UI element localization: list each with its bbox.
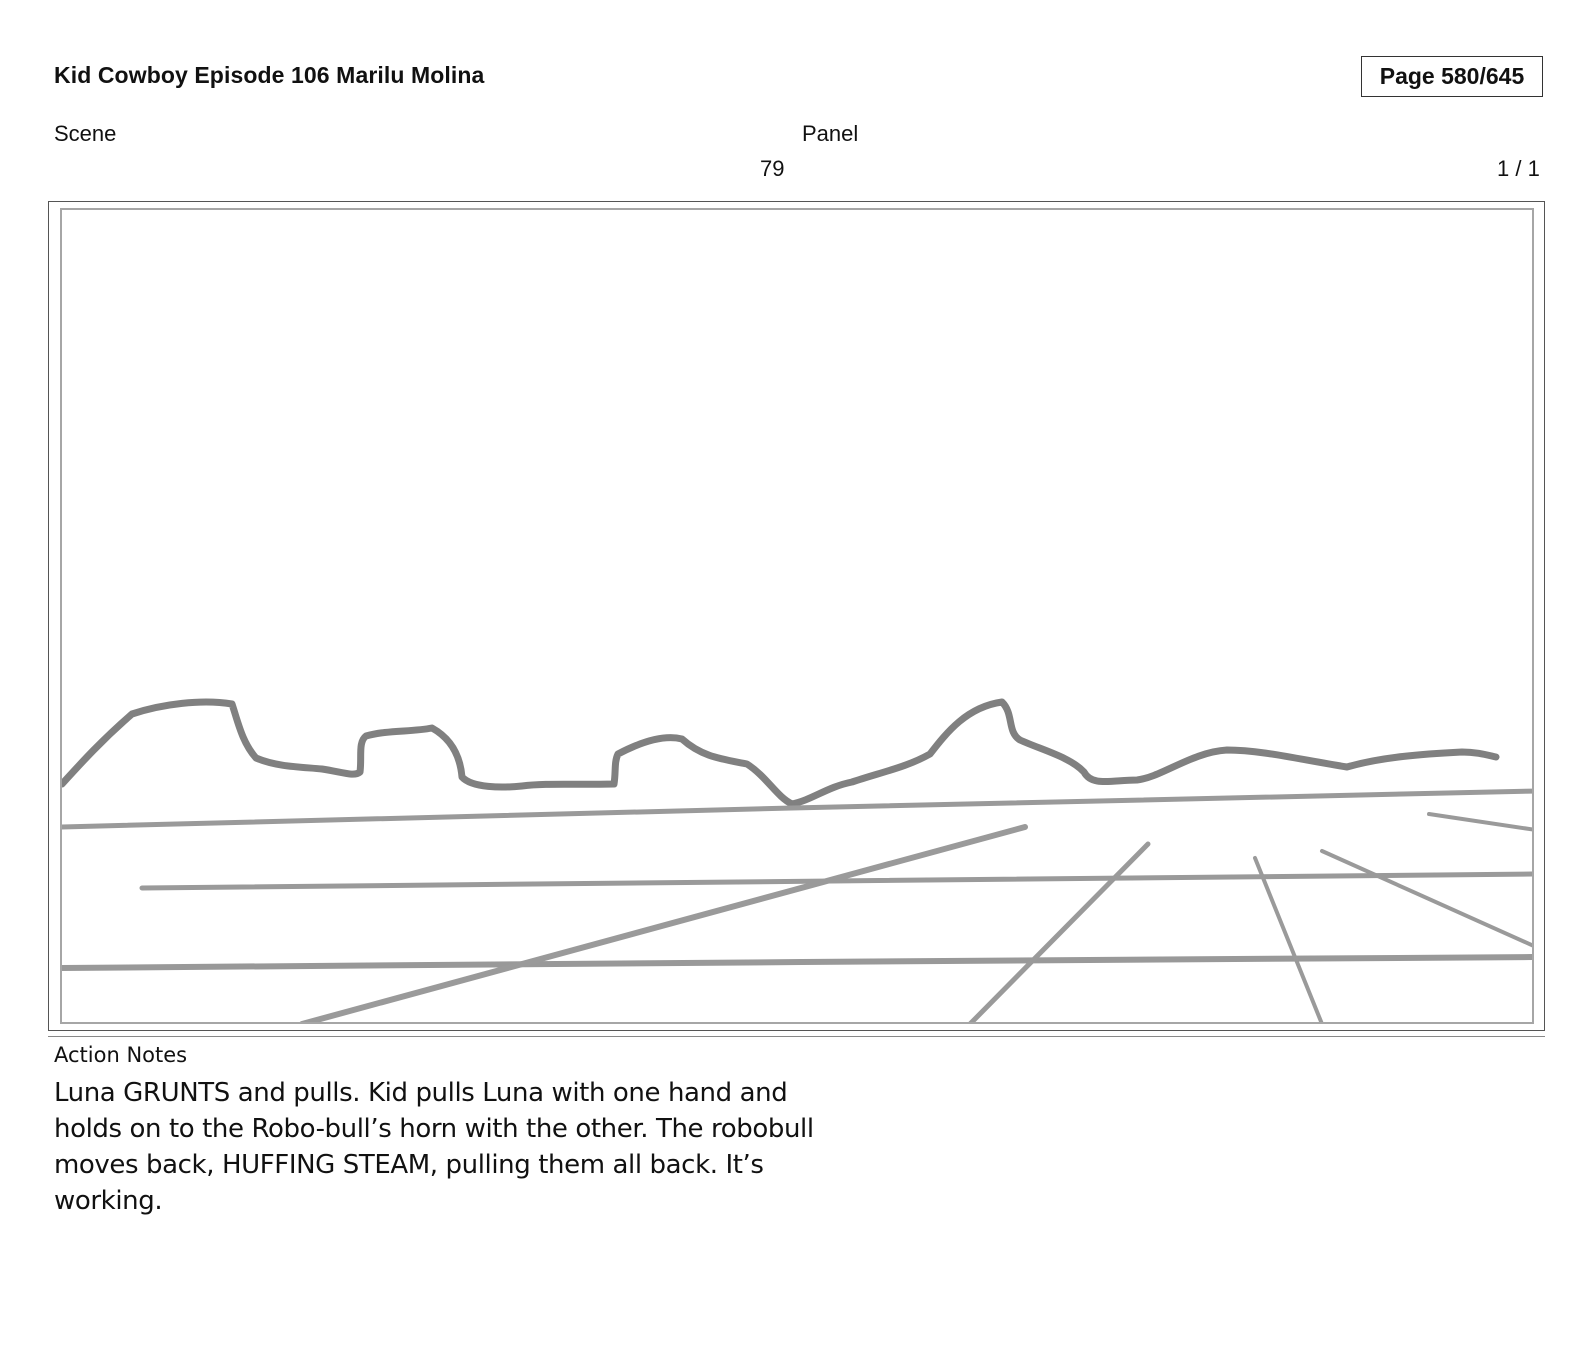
action-notes-label: Action Notes (54, 1043, 188, 1067)
panel-value: 1 / 1 (1497, 156, 1540, 181)
page-number-box: Page 580/645 (1361, 56, 1543, 97)
ground-line-front (62, 957, 1534, 968)
perspective-line-edge (1429, 814, 1534, 830)
perspective-line-left (302, 827, 1025, 1024)
horizon-line (62, 791, 1534, 827)
notes-divider (48, 1036, 1545, 1037)
storyboard-panel (60, 208, 1534, 1024)
mountain-ridge (62, 702, 1496, 804)
action-notes-text: Luna GRUNTS and pulls. Kid pulls Luna with one hand and holds on to the Robo-bull’s horn with the other. The robobull moves back, HUFFING STEAM, pulling them all back. It’s working. (54, 1078, 814, 1216)
scene-label: Scene (54, 121, 117, 146)
perspective-line-far-right (1322, 851, 1534, 947)
scene-value: 79 (760, 156, 785, 181)
perspective-line-center (970, 844, 1148, 1024)
document-title: Kid Cowboy Episode 106 Marilu Molina (54, 62, 485, 88)
perspective-line-right (1255, 858, 1322, 1024)
panel-sketch (62, 210, 1534, 1024)
panel-label: Panel (802, 121, 859, 146)
